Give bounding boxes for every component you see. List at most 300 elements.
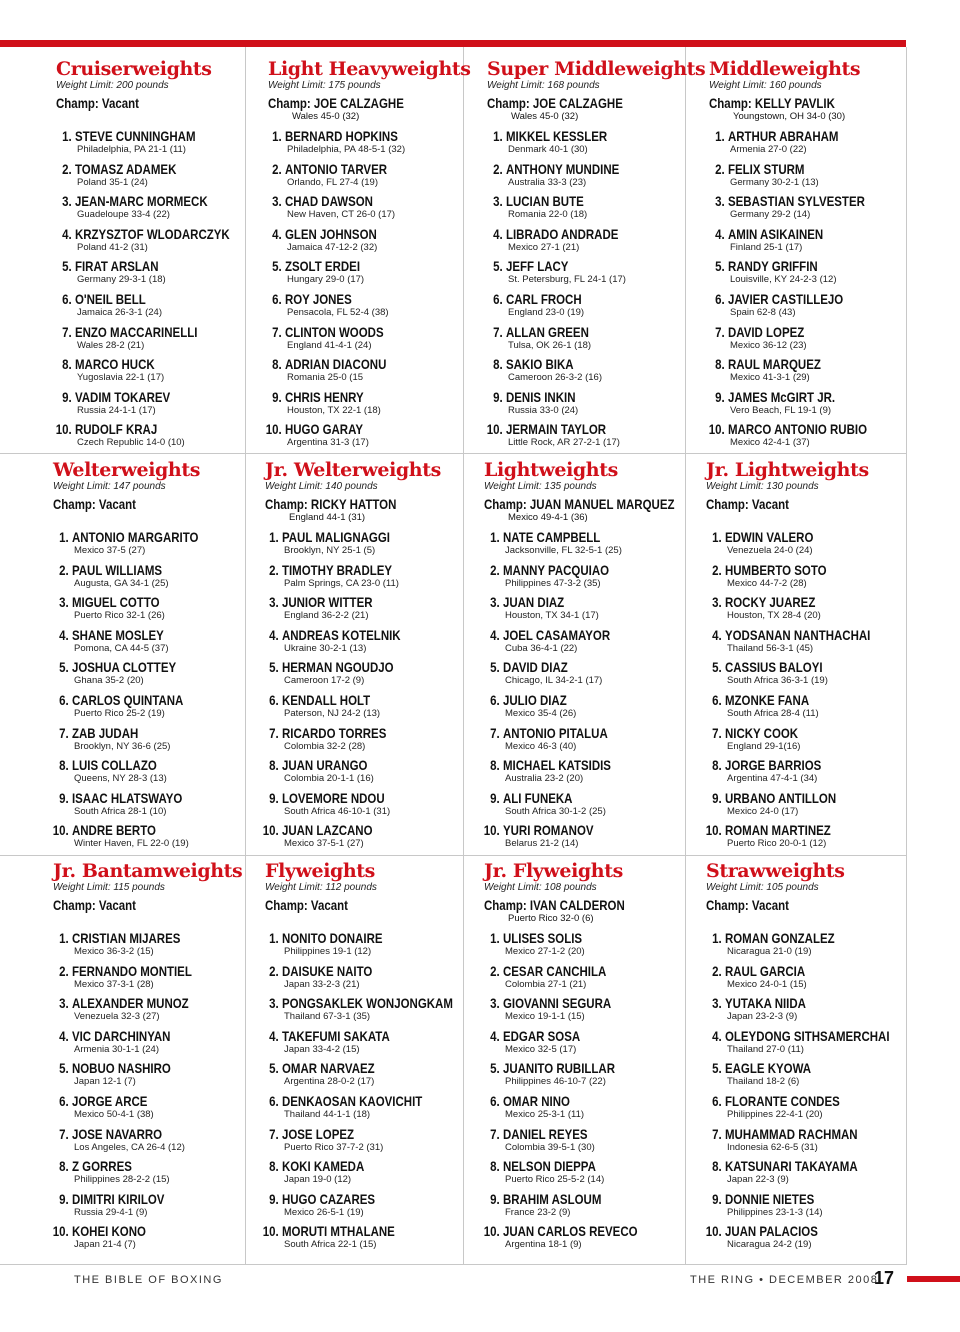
- ranked-fighter: [705, 291, 914, 324]
- fighter-name-line: [702, 1191, 873, 1207]
- division-strawweights: [706, 861, 911, 1256]
- rank-number: 7.: [59, 724, 69, 741]
- fighter-record: Jamaica 47-12-2 (32): [287, 241, 378, 253]
- fighter-name: DAVID DIAZ: [502, 659, 568, 676]
- ranked-fighter: [702, 930, 911, 963]
- fighter-name: YUTAKA NIIDA: [724, 995, 806, 1012]
- ranked-fighter: [702, 1028, 911, 1061]
- weight-limit: Weight Limit: 147 pounds: [53, 481, 166, 492]
- fighter-name-line: [52, 324, 223, 340]
- fighter-record: Argentina 31-3 (17): [287, 437, 369, 449]
- rank-number: 10.: [265, 421, 282, 438]
- rank-number: 10.: [262, 822, 279, 839]
- fighter-name: URBANO ANTILLON: [724, 789, 837, 806]
- fighter-record: Japan 21-4 (7): [74, 1239, 136, 1251]
- fighter-record: Japan 23-2-3 (9): [727, 1011, 798, 1023]
- fighter-name-line: [702, 1223, 873, 1239]
- fighter-name: ALLAN GREEN: [505, 323, 589, 340]
- ranked-fighter: [483, 258, 692, 291]
- fighter-record: Venezuela 32-3 (27): [74, 1011, 160, 1023]
- fighter-name: MORUTI MTHALANE: [281, 1223, 395, 1240]
- rank-number: 2.: [269, 561, 279, 578]
- fighter-name-line: [702, 1027, 890, 1044]
- ranked-fighter: [705, 258, 914, 291]
- weight-limit: Weight Limit: 200 pounds: [56, 80, 169, 91]
- fighter-name-line: [480, 822, 651, 838]
- fighter-record: South Africa 28-4 (11): [727, 707, 819, 719]
- fighter-name-line: [259, 1158, 432, 1174]
- fighter-record: Romania 25-0 (15: [287, 372, 364, 384]
- fighter-name-line: [480, 659, 651, 675]
- fighter-name-line: [52, 421, 223, 437]
- fighter-record: Louisville, KY 24-2-3 (12): [730, 274, 837, 286]
- fighter-record: Ukraine 30-2-1 (13): [284, 642, 367, 654]
- fighter-name-line: [483, 324, 654, 340]
- ranked-fighter: [259, 529, 470, 562]
- rank-number: 6.: [712, 691, 722, 708]
- rank-number: 9.: [59, 1190, 69, 1207]
- division-jr-lightweights: [706, 460, 911, 855]
- fighter-name: EDWIN VALERO: [724, 529, 814, 545]
- ranked-fighter: [480, 790, 689, 823]
- rank-number: 8.: [272, 356, 282, 373]
- fighter-name-line: [262, 226, 435, 242]
- ranked-fighter: [52, 161, 261, 194]
- ranked-fighter: [49, 963, 258, 996]
- rank-number: 4.: [712, 626, 722, 643]
- ranking-list: [483, 128, 692, 454]
- fighter-record: Japan 22-3 (9): [727, 1174, 789, 1186]
- fighter-record: New Haven, CT 26-0 (17): [287, 209, 396, 221]
- ranked-fighter: [259, 930, 470, 963]
- fighter-record: South Africa 28-1 (10): [74, 805, 167, 817]
- fighter-name-line: [52, 258, 223, 274]
- fighter-name-line: [262, 389, 435, 405]
- fighter-name: JUAN URANGO: [281, 757, 368, 774]
- fighter-name-line: [705, 356, 876, 372]
- rank-number: 1.: [490, 930, 500, 946]
- rank-number: 4.: [490, 626, 500, 643]
- fighter-name: KENDALL HOLT: [281, 691, 371, 708]
- fighter-name-line: [259, 1126, 432, 1142]
- rank-number: 2.: [59, 962, 69, 979]
- fighter-name-line: [49, 627, 220, 643]
- fighter-name-line: [705, 258, 876, 274]
- ranked-fighter: [52, 421, 261, 454]
- fighter-name: NONITO DONAIRE: [281, 930, 383, 946]
- fighter-name: NELSON DIEPPA: [502, 1158, 596, 1175]
- fighter-name: HUGO CAZARES: [281, 1190, 376, 1207]
- ranked-fighter: [702, 1060, 911, 1093]
- fighter-name: CRISTIAN MIJARES: [71, 930, 181, 946]
- fighter-name-line: [702, 1093, 873, 1109]
- ranked-fighter: [52, 226, 261, 259]
- fighter-record: Queens, NY 28-3 (13): [74, 773, 167, 785]
- ranked-fighter: [480, 1126, 689, 1159]
- fighter-name: DANIEL REYES: [502, 1125, 588, 1142]
- ranked-fighter: [52, 193, 261, 226]
- ranked-fighter: [49, 995, 258, 1028]
- fighter-name: MICHAEL KATSIDIS: [502, 757, 611, 774]
- ranked-fighter: [49, 725, 258, 758]
- champion-record: Wales 45-0 (32): [511, 111, 579, 122]
- ranking-list: [480, 529, 689, 855]
- rank-number: 2.: [712, 962, 722, 979]
- ranked-fighter: [259, 1093, 470, 1126]
- rank-number: 6.: [269, 691, 279, 708]
- fighter-record: Augusta, GA 34-1 (25): [74, 577, 169, 589]
- ranked-fighter: [259, 594, 470, 627]
- fighter-name: EDGAR SOSA: [502, 1027, 581, 1044]
- rank-number: 3.: [272, 193, 282, 210]
- rank-number: 5.: [490, 659, 500, 676]
- ranked-fighter: [49, 1028, 258, 1061]
- fighter-name-line: [480, 627, 651, 643]
- fighter-record: Orlando, FL 27-4 (19): [287, 176, 378, 188]
- fighter-name-line: [49, 995, 220, 1011]
- ranked-fighter: [259, 1028, 470, 1061]
- ranked-fighter: [52, 389, 261, 422]
- ranked-fighter: [480, 1093, 689, 1126]
- fighter-name-line: [259, 692, 432, 708]
- rank-number: 8.: [712, 757, 722, 774]
- fighter-record: Cameroon 26-3-2 (16): [508, 372, 602, 384]
- rank-number: 6.: [715, 290, 725, 307]
- division-jr-welterweights: [262, 459, 470, 855]
- ranked-fighter: [702, 725, 911, 758]
- fighter-name: FELIX STURM: [727, 160, 805, 177]
- fighter-name: ANTONIO PITALUA: [502, 724, 608, 741]
- fighter-record: Puerto Rico 25-5-2 (14): [505, 1174, 605, 1186]
- fighter-record: South Africa 30-1-2 (25): [505, 805, 606, 817]
- ranked-fighter: [259, 995, 470, 1028]
- division-title: Strawweights: [706, 860, 845, 882]
- rank-number: 1.: [269, 529, 279, 545]
- fighter-record: Czech Republic 14-0 (10): [77, 437, 185, 449]
- fighter-name: DENIS INKIN: [505, 388, 576, 405]
- fighter-record: Mexico 32-5 (17): [505, 1043, 577, 1055]
- rank-number: 6.: [269, 1092, 279, 1109]
- champion-record: Youngstown, OH 34-0 (30): [733, 111, 846, 122]
- ranked-fighter: [262, 324, 473, 357]
- division-welterweights: [53, 460, 258, 855]
- rank-number: 2.: [493, 160, 503, 177]
- fighter-record: Spain 62-8 (43): [730, 306, 796, 318]
- ranked-fighter: [480, 725, 689, 758]
- rank-number: 6.: [490, 1092, 500, 1109]
- fighter-record: Pomona, CA 44-5 (37): [74, 642, 169, 654]
- ranked-fighter: [259, 822, 470, 855]
- fighter-name: KATSUNARI TAKAYAMA: [724, 1158, 858, 1175]
- fighter-name: JUAN LAZCANO: [281, 822, 373, 839]
- fighter-name: YURI ROMANOV: [502, 822, 594, 839]
- fighter-name-line: [702, 562, 873, 578]
- fighter-record: South Africa 36-3-1 (19): [727, 675, 828, 687]
- division-middleweights: [709, 59, 914, 454]
- fighter-record: Mexico 19-1-1 (15): [505, 1011, 585, 1023]
- fighter-name: JEFF LACY: [505, 258, 569, 275]
- fighter-record: Puerto Rico 20-0-1 (12): [727, 838, 827, 850]
- fighter-record: England 29-1(16): [727, 740, 801, 752]
- fighter-name: TIMOTHY BRADLEY: [281, 561, 393, 578]
- ranked-fighter: [259, 1126, 470, 1159]
- fighter-record: Philippines 19-1 (12): [284, 946, 372, 957]
- fighter-record: Tulsa, OK 26-1 (18): [508, 339, 592, 351]
- ranked-fighter: [705, 356, 914, 389]
- rank-number: 1.: [62, 128, 72, 144]
- fighter-name-line: [49, 790, 220, 806]
- ranked-fighter: [702, 659, 911, 692]
- fighter-name: ROMAN MARTINEZ: [724, 822, 831, 839]
- rank-number: 1.: [715, 128, 725, 144]
- fighter-name-line: [49, 930, 220, 946]
- ranked-fighter: [480, 692, 689, 725]
- fighter-record: Indonesia 62-6-5 (31): [727, 1141, 818, 1153]
- fighter-record: Colombia 27-1 (21): [505, 978, 587, 990]
- fighter-name-line: [702, 725, 873, 741]
- fighter-name: JUAN DIAZ: [502, 594, 565, 611]
- fighter-name: CLINTON WOODS: [284, 323, 384, 340]
- fighter-record: England 23-0 (19): [508, 306, 585, 318]
- fighter-name-line: [480, 1093, 651, 1109]
- fighter-name: CHRIS HENRY: [284, 388, 364, 405]
- fighter-name-line: [52, 389, 223, 405]
- fighter-name-line: [259, 1191, 432, 1207]
- fighter-name-line: [705, 128, 876, 144]
- spacer: [706, 512, 911, 523]
- ranked-fighter: [702, 963, 911, 996]
- rank-number: 4.: [62, 225, 72, 242]
- fighter-name-line: [49, 1223, 220, 1239]
- fighter-record: Japan 12-1 (7): [74, 1076, 136, 1088]
- ranked-fighter: [480, 757, 689, 790]
- fighter-name: ROY JONES: [284, 290, 352, 307]
- ranked-fighter: [49, 692, 258, 725]
- ranked-fighter: [483, 389, 692, 422]
- fighter-name-line: [480, 930, 651, 946]
- fighter-record: Philippines 22-4-1 (20): [727, 1108, 823, 1120]
- rank-number: 3.: [59, 995, 69, 1012]
- fighter-name-line: [480, 1158, 651, 1174]
- rank-number: 6.: [59, 1092, 69, 1109]
- rank-number: 10.: [483, 1223, 500, 1240]
- fighter-record: Houston, TX 34-1 (17): [505, 610, 599, 622]
- ranked-fighter: [702, 529, 911, 562]
- ranked-fighter: [483, 324, 692, 357]
- fighter-record: France 23-2 (9): [505, 1206, 571, 1218]
- rank-number: 9.: [715, 388, 725, 405]
- fighter-name: JAMES McGIRT JR.: [727, 388, 836, 405]
- rank-number: 6.: [493, 290, 503, 307]
- ranked-fighter: [480, 1223, 689, 1256]
- rank-number: 5.: [59, 1060, 69, 1077]
- fighter-name-line: [259, 627, 432, 643]
- rank-number: 7.: [62, 323, 72, 340]
- rank-number: 4.: [272, 225, 282, 242]
- fighter-record: Houston, TX 22-1 (18): [287, 404, 381, 416]
- weight-limit: Weight Limit: 115 pounds: [53, 882, 165, 893]
- fighter-name: RANDY GRIFFIN: [727, 258, 818, 275]
- division-title: Middleweights: [709, 58, 861, 80]
- fighter-name: JEAN-MARC MORMECK: [74, 193, 208, 210]
- fighter-name: NICKY COOK: [724, 724, 799, 741]
- ranked-fighter: [705, 226, 914, 259]
- weight-limit: Weight Limit: 108 pounds: [484, 882, 597, 893]
- fighter-record: Japan 33-4-2 (15): [284, 1043, 360, 1055]
- ranked-fighter: [262, 226, 473, 259]
- fighter-record: Nicaragua 21-0 (19): [727, 946, 812, 957]
- fighter-name-line: [702, 1158, 873, 1174]
- ranked-fighter: [483, 161, 692, 194]
- rank-number: 3.: [269, 995, 279, 1012]
- fighter-name: MZONKE FANA: [724, 691, 810, 708]
- ranked-fighter: [480, 529, 689, 562]
- fighter-record: Romania 22-0 (18): [508, 209, 588, 221]
- fighter-name-line: [702, 790, 873, 806]
- rank-number: 5.: [712, 1060, 722, 1077]
- fighter-name: BERNARD HOPKINS: [284, 128, 398, 144]
- fighter-name-line: [52, 291, 223, 307]
- rank-number: 5.: [62, 258, 72, 275]
- ranked-fighter: [262, 161, 473, 194]
- rank-number: 7.: [59, 1125, 69, 1142]
- page-number: 17: [874, 1268, 895, 1288]
- ranked-fighter: [259, 659, 470, 692]
- ranked-fighter: [259, 627, 470, 660]
- fighter-name: KRZYSZTOF WLODARCZYK: [74, 225, 230, 242]
- division-light-heavyweights: [265, 58, 473, 454]
- fighter-name: GLEN JOHNSON: [284, 225, 377, 242]
- ranked-fighter: [52, 291, 261, 324]
- spacer: [53, 512, 258, 523]
- rank-number: 4.: [712, 1027, 722, 1044]
- champion: Champ: Vacant: [53, 496, 136, 512]
- fighter-name-line: [480, 1060, 651, 1076]
- ranked-fighter: [705, 193, 914, 226]
- rank-number: 7.: [490, 1125, 500, 1142]
- ranked-fighter: [49, 1223, 258, 1256]
- ranked-fighter: [262, 291, 473, 324]
- fighter-record: Thailand 67-3-1 (35): [284, 1011, 371, 1023]
- rank-number: 4.: [59, 1027, 69, 1044]
- ranked-fighter: [702, 627, 911, 660]
- rank-number: 10.: [55, 421, 72, 438]
- ranked-fighter: [259, 692, 470, 725]
- champion-record: Mexico 49-4-1 (36): [508, 512, 588, 523]
- ranked-fighter: [49, 594, 258, 627]
- fighter-name: NATE CAMPBELL: [502, 529, 601, 545]
- fighter-record: Colombia 39-5-1 (30): [505, 1141, 595, 1153]
- fighter-name-line: [483, 161, 654, 177]
- fighter-record: Argentina 18-1 (9): [505, 1239, 582, 1251]
- fighter-name: MANNY PACQUIAO: [502, 561, 610, 578]
- division-flyweights: [262, 860, 470, 1256]
- fighter-name-line: [483, 226, 654, 242]
- fighter-name: DAISUKE NAITO: [281, 962, 373, 979]
- rank-number: 10.: [52, 822, 69, 839]
- rank-number: 9.: [712, 789, 722, 806]
- ranked-fighter: [480, 963, 689, 996]
- fighter-name-line: [480, 529, 651, 545]
- fighter-record: Japan 19-0 (12): [284, 1174, 352, 1186]
- fighter-name: LOVEMORE NDOU: [281, 789, 385, 806]
- rank-number: 3.: [269, 594, 279, 611]
- rank-number: 10.: [262, 1223, 279, 1240]
- fighter-record: Cuba 36-4-1 (22): [505, 642, 578, 654]
- fighter-record: Poland 35-1 (24): [77, 176, 148, 188]
- fighter-name: JULIO DIAZ: [502, 691, 567, 708]
- fighter-name-line: [259, 757, 432, 773]
- rank-number: 1.: [272, 128, 282, 144]
- fighter-name: AMIN ASIKAINEN: [727, 225, 824, 242]
- rank-number: 1.: [59, 930, 69, 946]
- rank-number: 9.: [59, 789, 69, 806]
- fighter-name-line: [49, 1028, 220, 1044]
- fighter-name-line: [49, 1093, 220, 1109]
- fighter-name: ARTHUR ABRAHAM: [727, 128, 839, 144]
- fighter-name-line: [262, 356, 435, 372]
- fighter-record: Puerto Rico 25-2 (19): [74, 707, 165, 719]
- ranked-fighter: [702, 822, 911, 855]
- fighter-name: FIRAT ARSLAN: [74, 258, 159, 275]
- fighter-name: VADIM TOKAREV: [74, 388, 171, 405]
- fighter-name-line: [480, 757, 651, 773]
- rank-number: 1.: [712, 529, 722, 545]
- fighter-name: ULISES SOLIS: [502, 930, 583, 946]
- ranked-fighter: [49, 1158, 258, 1191]
- fighter-name-line: [262, 161, 435, 177]
- fighter-record: Wales 28-2 (21): [77, 339, 145, 351]
- rank-number: 8.: [269, 757, 279, 774]
- fighter-name-line: [702, 627, 873, 643]
- fighter-name: PAUL WILLIAMS: [71, 561, 163, 578]
- fighter-name-line: [259, 930, 432, 946]
- rank-number: 5.: [269, 1060, 279, 1077]
- fighter-name-line: [702, 692, 873, 708]
- ranking-list: [259, 930, 470, 1256]
- ranked-fighter: [702, 562, 911, 595]
- ranked-fighter: [259, 1158, 470, 1191]
- fighter-name-line: [262, 324, 435, 340]
- division-jr-bantamweights: [53, 861, 258, 1256]
- fighter-name: O'NEIL BELL: [74, 290, 146, 307]
- fighter-name-line: [705, 324, 876, 340]
- fighter-name-line: [480, 692, 651, 708]
- ranked-fighter: [702, 757, 911, 790]
- fighter-record: Japan 33-2-3 (21): [284, 978, 360, 990]
- rank-number: 3.: [59, 594, 69, 611]
- fighter-record: Russia 33-0 (24): [508, 404, 579, 416]
- fighter-record: Cameroon 17-2 (9): [284, 675, 365, 687]
- ranked-fighter: [259, 963, 470, 996]
- rank-number: 9.: [62, 388, 72, 405]
- fighter-name-line: [259, 1028, 432, 1044]
- fighter-name-line: [259, 529, 432, 545]
- champion: Champ: IVAN CALDERON: [484, 897, 625, 913]
- ranked-fighter: [259, 757, 470, 790]
- weight-limit: Weight Limit: 160 pounds: [709, 80, 822, 91]
- fighter-name-line: [480, 725, 651, 741]
- fighter-record: Chicago, IL 34-2-1 (17): [505, 675, 603, 687]
- fighter-name-line: [483, 128, 654, 144]
- fighter-record: Germany 30-2-1 (13): [730, 176, 819, 188]
- division-lightweights: [484, 460, 689, 855]
- ranked-fighter: [705, 324, 914, 357]
- rank-number: 9.: [272, 388, 282, 405]
- fighter-record: Mexico 36-12 (23): [730, 339, 807, 351]
- fighter-record: Winter Haven, FL 22-0 (19): [74, 838, 189, 850]
- fighter-record: Poland 41-2 (31): [77, 241, 148, 253]
